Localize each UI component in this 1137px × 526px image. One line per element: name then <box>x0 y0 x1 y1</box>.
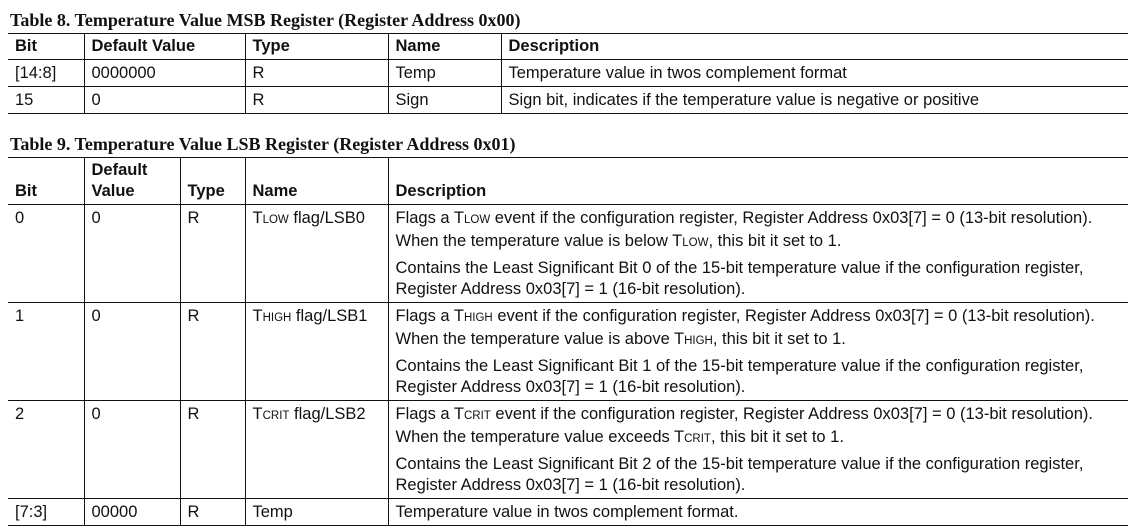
text: event if the configuration register, Register Address 0x03[7] = 0 (13-bit resolution). When the temperature value is below T <box>395 209 1093 250</box>
cell-bit: 0 <box>8 205 84 303</box>
description-paragraph: Contains the Least Significant Bit 1 of the 15-bit temperature value if the configuration register, Register Address 0x03[7] = 1 (16-bit resolution). <box>395 357 1084 396</box>
header-default-line1: Default <box>91 161 148 179</box>
header-description: Description <box>501 34 1128 60</box>
cell-name <box>245 303 388 401</box>
cell-bit: 15 <box>8 87 84 114</box>
name-suffix: flag/LSB1 <box>291 307 368 325</box>
cell-name <box>245 205 388 303</box>
table-8 <box>8 33 1128 114</box>
text: , this bit it set to 1. <box>708 232 842 250</box>
cell-default: 0 <box>84 87 245 114</box>
header-bit: Bit <box>8 34 84 60</box>
table-row <box>8 60 1128 87</box>
description-paragraph <box>396 306 1121 352</box>
description-paragraph <box>396 208 1121 254</box>
name-subscript: LOW <box>262 214 289 226</box>
cell-default: 0000000 <box>84 60 245 87</box>
description-paragraph: Contains the Least Significant Bit 0 of the 15-bit temperature value if the configuration register, Register Address 0x03[7] = 1 (16-bit resolution). <box>395 259 1084 298</box>
cell-description <box>388 205 1128 303</box>
cell-type: R <box>245 60 388 87</box>
cell-type: R <box>180 401 245 499</box>
text: , this bit it set to 1. <box>710 428 844 446</box>
table-9 <box>8 157 1128 526</box>
header-type: Type <box>180 158 245 205</box>
text: event if the configuration register, Register Address 0x03[7] = 0 (13-bit resolution). When the temperature value is above T <box>395 307 1095 348</box>
name-prefix: T <box>252 307 263 325</box>
name-prefix: T <box>252 405 263 423</box>
cell-bit: [7:3] <box>8 499 84 526</box>
text: , this bit it set to 1. <box>712 330 846 348</box>
table-9-section <box>8 131 1128 526</box>
cell-bit: 1 <box>8 303 84 401</box>
description-paragraph: Contains the Least Significant Bit 2 of the 15-bit temperature value if the configuration register, Register Address 0x03[7] = 1 (16-bit resolution). <box>395 455 1084 494</box>
cell-name: Temp <box>388 60 501 87</box>
header-default-value <box>84 158 180 205</box>
table-row <box>8 87 1128 114</box>
cell-type: R <box>180 303 245 401</box>
name-suffix: flag/LSB2 <box>289 405 366 423</box>
cell-name <box>245 401 388 499</box>
header-type: Type <box>245 34 388 60</box>
header-description: Description <box>388 158 1128 205</box>
table-row <box>8 205 1128 303</box>
cell-type: R <box>245 87 388 114</box>
subscript: CRIT <box>684 433 711 445</box>
text: Flags a T <box>395 405 464 423</box>
header-name: Name <box>245 158 388 205</box>
text: Flags a T <box>395 209 464 227</box>
header-default-value: Default Value <box>84 34 245 60</box>
cell-name: Temp <box>245 499 388 526</box>
table-9-title: Table 9. Temperature Value LSB Register (Register Address 0x01) <box>10 134 516 154</box>
cell-default: 00000 <box>84 499 180 526</box>
name-subscript: CRIT <box>262 410 290 422</box>
table-8-title: Table 8. Temperature Value MSB Register (Register Address 0x00) <box>10 10 521 30</box>
cell-type: R <box>180 205 245 303</box>
table-row <box>8 401 1128 499</box>
name-suffix: flag/LSB0 <box>288 209 365 227</box>
cell-description: Temperature value in twos complement format <box>501 60 1128 87</box>
cell-description: Sign bit, indicates if the temperature value is negative or positive <box>501 87 1128 114</box>
cell-default: 0 <box>84 303 180 401</box>
cell-description <box>388 401 1128 499</box>
table-row <box>8 499 1128 526</box>
cell-name: Sign <box>388 87 501 114</box>
text: Flags a T <box>395 307 464 325</box>
subscript: LOW <box>463 214 491 226</box>
cell-bit: 2 <box>8 401 84 499</box>
subscript: CRIT <box>463 410 491 422</box>
cell-description: Temperature value in twos complement format. <box>388 499 1128 526</box>
cell-description <box>388 303 1128 401</box>
header-default-line2: Value <box>91 182 135 200</box>
table-8-section <box>8 7 1128 114</box>
name-prefix: T <box>252 209 263 227</box>
subscript: HIGH <box>684 335 713 347</box>
header-name: Name <box>388 34 501 60</box>
name-subscript: HIGH <box>262 312 292 324</box>
header-bit: Bit <box>8 158 84 205</box>
cell-default: 0 <box>84 205 180 303</box>
subscript: HIGH <box>463 312 493 324</box>
text: event if the configuration register, Register Address 0x03[7] = 0 (13-bit resolution). When the temperature value exceeds T <box>395 405 1093 446</box>
cell-bit: [14:8] <box>8 60 84 87</box>
subscript: LOW <box>682 237 709 249</box>
cell-default: 0 <box>84 401 180 499</box>
table-row <box>8 303 1128 401</box>
cell-type: R <box>180 499 245 526</box>
description-paragraph <box>396 404 1121 450</box>
